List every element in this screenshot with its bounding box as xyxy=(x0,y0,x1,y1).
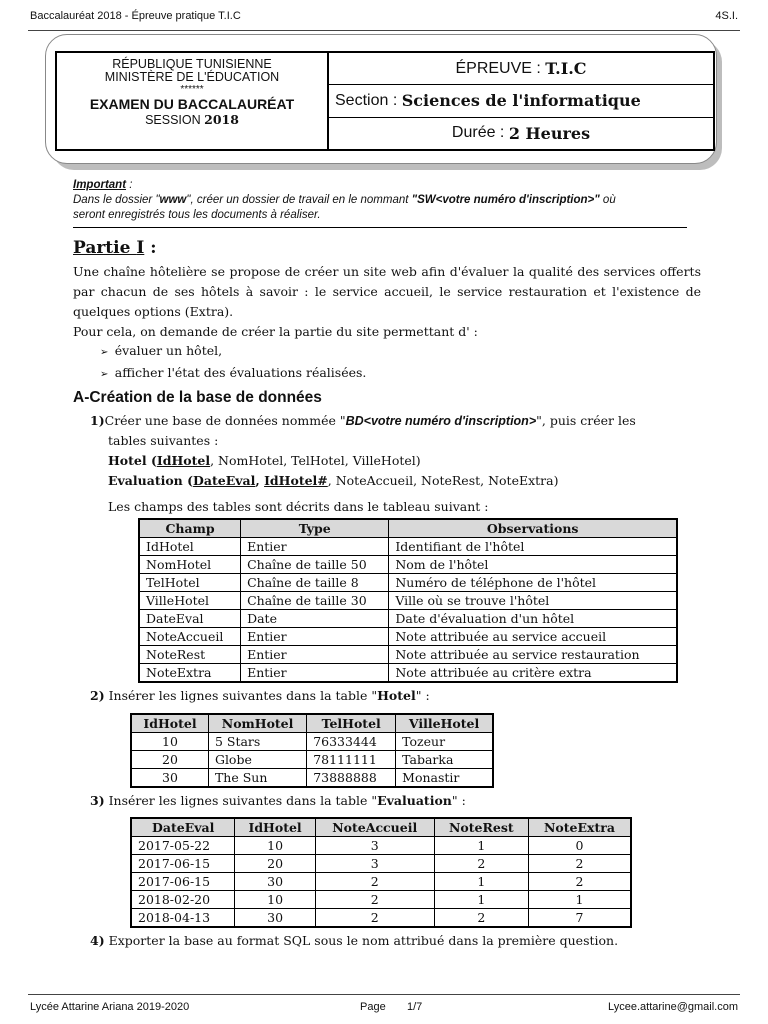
q3-table-name: Evaluation xyxy=(377,793,452,808)
q2-text-a: Insérer les lignes suivantes dans la table " xyxy=(104,688,378,703)
session-line xyxy=(57,113,327,127)
column-header: NomHotel xyxy=(208,714,306,733)
table-cell: 2018-02-20 xyxy=(131,891,235,909)
evaluation-schema xyxy=(108,471,668,491)
duree-row xyxy=(329,118,713,149)
table-row xyxy=(131,855,631,873)
bullet-item xyxy=(100,363,660,385)
page-header-class: 4S.I. xyxy=(715,10,738,22)
table-cell: Entier xyxy=(241,538,389,556)
footer-page-number: 1/7 xyxy=(407,1001,423,1013)
table-cell: 2 xyxy=(315,909,434,928)
table-cell: Entier xyxy=(241,646,389,664)
table-cell: VilleHotel xyxy=(139,592,241,610)
page-header-title: Baccalauréat 2018 - Épreuve pratique T.I.C xyxy=(30,10,241,22)
important-label: Important xyxy=(73,179,127,191)
table-cell: Entier xyxy=(241,628,389,646)
table-cell: 1 xyxy=(528,891,631,909)
column-header: Type xyxy=(241,519,389,538)
table-row xyxy=(139,556,677,574)
table-cell: 20 xyxy=(235,855,315,873)
important-line2: seront enregistrés tous les documents à réaliser. xyxy=(73,209,321,221)
table-cell: NoteExtra xyxy=(139,664,241,683)
column-header: VilleHotel xyxy=(396,714,493,733)
table-cell: 76333444 xyxy=(307,733,396,751)
column-header: NoteExtra xyxy=(528,818,631,837)
table-cell: 5 Stars xyxy=(208,733,306,751)
fields-table xyxy=(138,518,678,683)
column-header: NoteAccueil xyxy=(315,818,434,837)
important-sw: "SW<votre numéro d'inscription>" xyxy=(411,194,600,206)
table-cell: NomHotel xyxy=(139,556,241,574)
partie-title xyxy=(73,238,157,258)
epreuve-value: T.I.C xyxy=(545,59,587,79)
important-www: www xyxy=(159,194,187,206)
table-cell: 30 xyxy=(131,769,208,788)
table-cell: Date d'évaluation d'un hôtel xyxy=(389,610,677,628)
q1-number: 1) xyxy=(90,413,105,428)
table-cell: 10 xyxy=(235,837,315,855)
partie-title-b: : xyxy=(144,238,157,258)
fields-table-header xyxy=(139,519,677,538)
column-header: IdHotel xyxy=(235,818,315,837)
table-row xyxy=(139,628,677,646)
table-cell: 2 xyxy=(528,873,631,891)
bullet-text: afficher l'état des évaluations réalisées. xyxy=(114,365,367,380)
table-row xyxy=(131,837,631,855)
table-cell: Nom de l'hôtel xyxy=(389,556,677,574)
q4-number: 4) xyxy=(90,933,105,948)
question-2 xyxy=(90,686,590,706)
table-cell: 2 xyxy=(528,855,631,873)
duree-value: 2 Heures xyxy=(508,123,591,143)
table-cell: 1 xyxy=(434,891,528,909)
q3-text-b: " : xyxy=(451,793,466,808)
table-cell: Chaîne de taille 50 xyxy=(241,556,389,574)
table-cell: Chaîne de taille 30 xyxy=(241,592,389,610)
table-cell: 2017-06-15 xyxy=(131,873,235,891)
table-cell: Chaîne de taille 8 xyxy=(241,574,389,592)
question-3 xyxy=(90,791,590,811)
table-row xyxy=(139,646,677,664)
duree-label: Durée : xyxy=(451,124,505,142)
column-header: Observations xyxy=(389,519,677,538)
table-cell: 10 xyxy=(235,891,315,909)
table-cell: Numéro de téléphone de l'hôtel xyxy=(389,574,677,592)
hotel-schema-pk: IdHotel xyxy=(156,453,211,468)
table-row xyxy=(131,891,631,909)
section-a-title: A-Création de la base de données xyxy=(73,389,322,406)
hotel-schema-a: Hotel ( xyxy=(108,453,157,468)
table-cell: 2018-04-13 xyxy=(131,909,235,928)
ministry-label: MINISTÈRE DE L'ÉDUCATION xyxy=(104,70,280,84)
section-row xyxy=(329,85,713,117)
q2-table-name: Hotel xyxy=(377,688,416,703)
table-cell: Note attribuée au service restauration xyxy=(389,646,677,664)
table-cell: IdHotel xyxy=(139,538,241,556)
table-cell: 0 xyxy=(528,837,631,855)
evaluation-table xyxy=(130,817,632,928)
table-row xyxy=(131,751,493,769)
column-header: NoteRest xyxy=(434,818,528,837)
table-cell: Identifiant de l'hôtel xyxy=(389,538,677,556)
table-row xyxy=(131,873,631,891)
table-cell: 7 xyxy=(528,909,631,928)
table-cell: 2 xyxy=(434,909,528,928)
evaluation-table-header xyxy=(131,818,631,837)
bullet-item xyxy=(100,341,660,363)
exam-box-right xyxy=(329,53,713,149)
important-text-c: où xyxy=(599,194,616,206)
table-cell: 2 xyxy=(315,891,434,909)
table-row xyxy=(131,909,631,928)
table-cell: 2017-06-15 xyxy=(131,855,235,873)
table-cell: Tabarka xyxy=(396,751,493,769)
column-header: Champ xyxy=(139,519,241,538)
table-cell: TelHotel xyxy=(139,574,241,592)
arrow-bullet-icon: ➢ xyxy=(100,369,115,380)
table-cell: Globe xyxy=(208,751,306,769)
table-cell: Ville où se trouve l'hôtel xyxy=(389,592,677,610)
exam-box xyxy=(55,51,715,151)
session-label: SESSION xyxy=(145,113,201,127)
partie-title-a: Partie xyxy=(73,238,137,258)
q4-text: Exporter la base au format SQL sous le nom attribué dans la première question. xyxy=(104,933,619,948)
important-text-a: Dans le dossier " xyxy=(73,194,160,206)
table-cell: Date xyxy=(241,610,389,628)
partie-intro2: Pour cela, on demande de créer la partie du site permettant d' : xyxy=(73,324,478,339)
exam-label: EXAMEN DU BACCALAURÉAT xyxy=(89,96,295,112)
question-1 xyxy=(90,411,690,431)
column-header: TelHotel xyxy=(307,714,396,733)
epreuve-label: ÉPREUVE : xyxy=(455,59,541,77)
table-cell: 30 xyxy=(235,909,315,928)
table-row xyxy=(131,733,493,751)
q1-bd-name: BD<votre numéro d'inscription> xyxy=(345,414,537,428)
hotel-table xyxy=(130,713,494,788)
table-cell: Note attribuée au critère extra xyxy=(389,664,677,683)
table-cell: 10 xyxy=(131,733,208,751)
table-row xyxy=(139,574,677,592)
q1-text-a: Créer une base de données nommée " xyxy=(104,413,346,428)
hotel-schema-b: , NomHotel, TelHotel, VilleHotel) xyxy=(210,453,421,468)
eval-schema-pk1: DateEval xyxy=(193,473,256,488)
footer-school: Lycée Attarine Ariana 2019-2020 xyxy=(30,1001,190,1013)
table-row xyxy=(139,664,677,683)
table-cell: Entier xyxy=(241,664,389,683)
table-cell: 78111111 xyxy=(307,751,396,769)
table-cell: 1 xyxy=(434,873,528,891)
table-row xyxy=(131,769,493,788)
footer-email: Lycee.attarine@gmail.com xyxy=(608,1001,738,1013)
column-header: DateEval xyxy=(131,818,235,837)
q1-line2: tables suivantes : xyxy=(108,433,219,448)
partie-title-num: I xyxy=(136,238,145,258)
eval-schema-a: Evaluation ( xyxy=(108,473,194,488)
eval-schema-sep: , xyxy=(255,473,265,488)
section-value: Sciences de l'informatique xyxy=(401,91,641,111)
bullet-text: évaluer un hôtel, xyxy=(114,343,223,358)
important-divider xyxy=(73,227,687,228)
important-text-b: ", créer un dossier de travail en le nommant xyxy=(186,194,412,206)
table-cell: 2 xyxy=(315,873,434,891)
partie-bullets xyxy=(100,341,660,385)
question-4 xyxy=(90,931,710,951)
q1-text-b: ", puis créer les xyxy=(536,413,636,428)
table-cell: The Sun xyxy=(208,769,306,788)
table-cell: DateEval xyxy=(139,610,241,628)
eval-schema-pk2: IdHotel# xyxy=(264,473,328,488)
table-cell: NoteAccueil xyxy=(139,628,241,646)
table-cell: 20 xyxy=(131,751,208,769)
table-cell: 73888888 xyxy=(307,769,396,788)
stars-label: ****** xyxy=(180,84,204,95)
table-cell: 3 xyxy=(315,837,434,855)
partie-intro: Une chaîne hôtelière se propose de créer un site web afin d'évaluer la qualité des services offerts par chacun de ses hôtels à savoir : le service accueil, le service restauration et l'existence de quelques options (Extra). xyxy=(73,264,701,319)
table-row xyxy=(139,538,677,556)
q2-text-b: " : xyxy=(415,688,430,703)
republic-label: RÉPUBLIQUE TUNISIENNE xyxy=(112,57,272,71)
important-colon: : xyxy=(126,179,133,191)
table-cell: Note attribuée au service accueil xyxy=(389,628,677,646)
session-year: 2018 xyxy=(204,112,239,127)
hotel-table-header xyxy=(131,714,493,733)
table-row xyxy=(139,592,677,610)
q3-number: 3) xyxy=(90,793,105,808)
column-header: IdHotel xyxy=(131,714,208,733)
table-cell: Tozeur xyxy=(396,733,493,751)
table-row xyxy=(139,610,677,628)
table-cell: Monastir xyxy=(396,769,493,788)
exam-box-left xyxy=(57,53,329,149)
desc-intro: Les champs des tables sont décrits dans le tableau suivant : xyxy=(108,499,489,514)
table-cell: 1 xyxy=(434,837,528,855)
footer-page-label: Page xyxy=(360,1001,386,1013)
table-cell: NoteRest xyxy=(139,646,241,664)
table-cell: 30 xyxy=(235,873,315,891)
table-cell: 3 xyxy=(315,855,434,873)
table-cell: 2 xyxy=(434,855,528,873)
eval-schema-b: , NoteAccueil, NoteRest, NoteExtra) xyxy=(327,473,559,488)
table-cell: 2017-05-22 xyxy=(131,837,235,855)
arrow-bullet-icon: ➢ xyxy=(100,347,115,358)
footer-divider xyxy=(28,994,740,995)
q3-text-a: Insérer les lignes suivantes dans la table " xyxy=(104,793,378,808)
important-note xyxy=(73,178,705,223)
epreuve-row xyxy=(329,53,713,85)
q2-number: 2) xyxy=(90,688,105,703)
hotel-schema xyxy=(108,451,668,471)
header-divider xyxy=(28,30,740,31)
section-label: Section : xyxy=(335,91,398,109)
